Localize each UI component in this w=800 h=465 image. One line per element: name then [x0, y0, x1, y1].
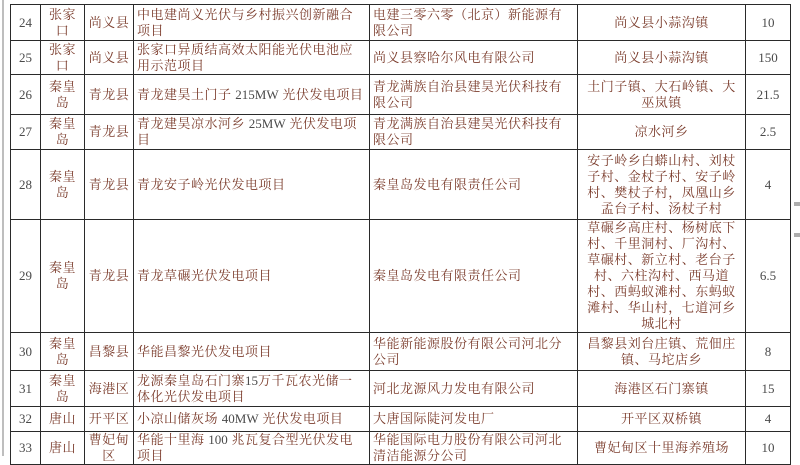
table-row	[11, 333, 791, 371]
cell-no	[11, 333, 41, 371]
latin-numeric-text: 25	[19, 49, 32, 65]
cell-no	[11, 115, 41, 150]
table-row	[11, 75, 791, 115]
table-row	[11, 150, 791, 220]
projects-table-body	[11, 5, 791, 465]
cell-project: 龙源秦皇岛石门寨15万千瓦农光储一体化光伏发电项目	[134, 371, 370, 407]
cell-no	[11, 75, 41, 115]
cell-project: 青龙安子岭光伏发电项目	[134, 150, 370, 220]
cell-no	[11, 407, 41, 432]
cell-city: 张家口	[41, 41, 85, 75]
cell-county: 青龙县	[85, 220, 134, 333]
cell-location: 尚义县小蒜沟镇	[578, 5, 746, 41]
cell-value	[746, 220, 791, 333]
cell-value	[746, 5, 791, 41]
cell-city: 秦皇岛	[41, 75, 85, 115]
cell-company: 华能新能源股份有限公司河北分公司	[370, 333, 578, 371]
cell-location: 海港区石门寨镇	[578, 371, 746, 407]
table-row	[11, 407, 791, 432]
latin-numeric-text: 10	[761, 440, 775, 455]
cell-location: 土门子镇、大石岭镇、大巫岚镇	[578, 75, 746, 115]
cell-company: 尚义县察哈尔风电有限公司	[370, 41, 578, 75]
scan-edge-line	[2, 0, 4, 456]
cell-county: 青龙县	[85, 75, 134, 115]
cell-city: 秦皇岛	[41, 150, 85, 220]
latin-numeric-text: 215MW	[235, 86, 279, 102]
cell-county: 海港区	[85, 371, 134, 407]
table-row	[11, 115, 791, 150]
cell-county: 青龙县	[85, 150, 134, 220]
cell-no	[11, 432, 41, 465]
latin-numeric-text: 33	[19, 440, 32, 455]
cell-location: 凉水河乡	[578, 115, 746, 150]
latin-numeric-text: 21.5	[756, 86, 780, 102]
latin-numeric-text: 29	[19, 268, 32, 283]
cell-project: 青龙草碾光伏发电项目	[134, 220, 370, 333]
cell-project: 张家口异质结高效太阳能光伏电池应用示范项目	[134, 41, 370, 75]
cell-company: 青龙满族自治县建昊光伏科技有限公司	[370, 75, 578, 115]
cell-city: 秦皇岛	[41, 220, 85, 333]
cell-value	[746, 41, 791, 75]
projects-table	[10, 4, 791, 465]
latin-numeric-text: 100	[208, 432, 228, 447]
latin-numeric-text: 24	[19, 14, 32, 30]
cell-company: 秦皇岛发电有限责任公司	[370, 150, 578, 220]
table-row	[11, 220, 791, 333]
cell-company: 秦皇岛发电有限责任公司	[370, 220, 578, 333]
scan-edge-artifact	[794, 202, 800, 206]
cell-project: 华能十里海 100 兆瓦复合型光伏发电项目	[134, 432, 370, 465]
cell-location: 开平区双桥镇	[578, 407, 746, 432]
latin-numeric-text: 30	[19, 343, 32, 359]
latin-numeric-text: 6.5	[759, 268, 777, 283]
cell-company: 青龙满族自治县建昊光伏科技有限公司	[370, 115, 578, 150]
cell-company: 大唐国际陡河发电厂	[370, 407, 578, 432]
cell-city: 张家口	[41, 5, 85, 41]
cell-value	[746, 371, 791, 407]
cell-value	[746, 407, 791, 432]
cell-project: 小凉山储灰场 40MW 光伏发电项目	[134, 407, 370, 432]
latin-numeric-text: 31	[19, 380, 32, 396]
table-row	[11, 371, 791, 407]
cell-company: 华能国际电力股份有限公司河北清洁能源分公司	[370, 432, 578, 465]
cell-city: 唐山	[41, 432, 85, 465]
scan-edge-artifact	[794, 233, 800, 237]
table-row	[11, 41, 791, 75]
latin-numeric-text: 8	[764, 343, 772, 359]
cell-county: 尚义县	[85, 41, 134, 75]
cell-city: 秦皇岛	[41, 371, 85, 407]
cell-project: 中电建尚义光伏与乡村振兴创新融合项目	[134, 5, 370, 41]
cell-county: 曹妃甸区	[85, 432, 134, 465]
cell-no	[11, 220, 41, 333]
cell-project: 青龙建昊凉水河乡 25MW 光伏发电项目	[134, 115, 370, 150]
latin-numeric-text: 40MW	[221, 411, 259, 426]
latin-numeric-text: 10	[761, 14, 775, 30]
cell-city: 秦皇岛	[41, 333, 85, 371]
cell-location: 安子岭乡白蟒山村、刘杖子村、金杖子村、安子岭村、樊杖子村，凤凰山乡孟台子村、汤杖子村	[578, 150, 746, 220]
cell-location: 曹妃甸区十里海养殖场	[578, 432, 746, 465]
table-row	[11, 432, 791, 465]
latin-numeric-text: 4	[764, 411, 772, 426]
cell-no	[11, 41, 41, 75]
cell-value	[746, 333, 791, 371]
latin-numeric-text: 28	[19, 176, 32, 192]
cell-location: 昌黎县刘台庄镇、荒佃庄镇、马坨店乡	[578, 333, 746, 371]
cell-company: 河北龙源风力发电有限公司	[370, 371, 578, 407]
cell-city: 秦皇岛	[41, 115, 85, 150]
latin-numeric-text: 15	[761, 380, 775, 396]
cell-no	[11, 150, 41, 220]
latin-numeric-text: 32	[19, 411, 32, 426]
cell-value	[746, 115, 791, 150]
cell-company: 电建三零六零（北京）新能源有限公司	[370, 5, 578, 41]
cell-city: 唐山	[41, 407, 85, 432]
cell-project: 青龙建昊土门子 215MW 光伏发电项目	[134, 75, 370, 115]
cell-no	[11, 5, 41, 41]
cell-county: 尚义县	[85, 5, 134, 41]
cell-county: 昌黎县	[85, 333, 134, 371]
cell-value	[746, 432, 791, 465]
latin-numeric-text: 27	[19, 124, 32, 139]
cell-value	[746, 75, 791, 115]
cell-location: 草碾乡高庄村、杨树底下村、千里洞村、厂沟村、草碾村、新立村、老台子村、六柱沟村、西马道村、西蚂蚁滩村、东蚂蚁滩村、华山村，七道河乡城北村	[578, 220, 746, 333]
latin-numeric-text: 150	[758, 49, 778, 65]
latin-numeric-text: 15	[245, 372, 259, 388]
cell-project: 华能昌黎光伏发电项目	[134, 333, 370, 371]
latin-numeric-text: 2.5	[759, 124, 777, 139]
cell-value	[746, 150, 791, 220]
cell-location: 尚义县小蒜沟镇	[578, 41, 746, 75]
cell-county: 开平区	[85, 407, 134, 432]
cell-county: 青龙县	[85, 115, 134, 150]
cell-no	[11, 371, 41, 407]
latin-numeric-text: 4	[764, 176, 772, 192]
table-row	[11, 5, 791, 41]
latin-numeric-text: 26	[19, 86, 32, 102]
latin-numeric-text: 25MW	[248, 116, 286, 131]
